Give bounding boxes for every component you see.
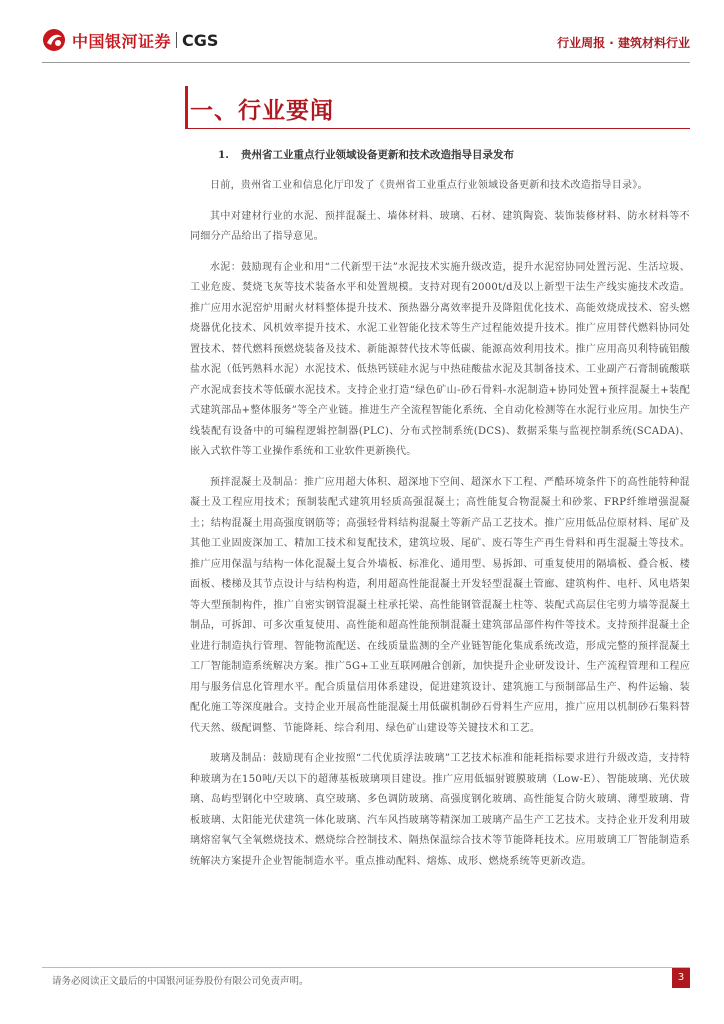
page-number: 3 [672,968,690,988]
section-accent-bar [185,86,188,128]
header-divider [42,62,690,63]
logo-divider [176,32,177,48]
logo-chinese-name: 中国银河证券 [72,31,172,51]
footer-disclaimer: 请务必阅读正文最后的中国银河证券股份有限公司免责声明。 [52,976,309,987]
article-title: 贵州省工业重点行业领域设备更新和技术改造指导目录发布 [240,149,514,161]
article-body [190,147,690,882]
section-divider [185,128,690,129]
paragraph: 其中对建材行业的水泥、预拌混凝土、墙体材料、玻璃、石材、建筑陶瓷、装饰装修材料、防水材料等不同细分产品给出了指导意见。 [190,210,690,242]
logo-emblem-icon [42,28,66,52]
logo-english-name: CGS [182,30,219,50]
paragraph: 玻璃及制品：鼓励现有企业按照“二代优质浮法玻璃”工艺技术标准和能耗指标要求进行升级改造，支持特种玻璃为在150吨/天以下的超薄基板玻璃项目建设。推广应用低辐射镀膜玻璃（Low-E）、智能玻璃、光伏玻璃、岛屿型钢化中空玻璃、真空玻璃、多色调防玻璃、高强度钢化玻璃、高性能复合防火玻璃、薄型玻璃、背板玻璃、太阳能光伏建筑一体化玻璃、汽车风挡玻璃等精深加工玻璃产品生产工艺技术。支持企业开发利用玻璃熔窑氧气全氧燃烧技术、燃烧综合控制技术、隔热保温综合技术等节能降耗技术。应用玻璃工厂智能制造系统解决方案提升企业智能制造水平。重点推动配料、熔炼、成形、燃烧系统等更新改造。 [190,753,690,867]
page-header [0,0,724,70]
article-heading [190,147,690,162]
footer-divider [42,967,690,968]
section-title: 一、行业要闻 [190,97,334,124]
paragraph: 水泥：鼓励现有企业和用“二代新型干法”水泥技术实施升级改造，提升水泥窑协同处置污泥、生活垃圾、工业危废、焚烧飞灰等技术装备水平和处置规模。支持对现有2000t/d及以上新型干法生产线实施技术改造。推广应用水泥窑炉用耐火材料整体提升技术、预热器分离效率提升及降阻优化技术、高能效烧成技术、窑头燃烧器优化技术、风机效率提升技术、水泥工业智能化技术等生产过程能效提升技术。推广应用替代燃料协同处置技术、替代燃料预燃烧装备及技术、新能源替代技术等低碳、能源高效利用技术。推广应用高贝利特硫铝酸盐水泥（低钙熟料水泥）水泥技术、低热钙镁硅水泥与中热硅酸盐水泥及其制备技术、工业副产石膏制硫酸联产水泥成套技术等低碳水泥技术。支持企业打造“绿色矿山-砂石骨料-水泥制造+协同处置+预拌混凝土+装配式建筑部品+整体服务”等全产业链。推进生产全流程智能化系统、全自动化检测等在水泥行业应用。加快生产线装配有设备中的可编程逻辑控制器(PLC)、分布式控制系统(DCS)、数据采集与监视控制系统(SCADA)、嵌入式软件等工业操作系统和工业软件更新换代。 [190,261,690,457]
report-type-label: 行业周报 · 建筑材料行业 [557,36,690,50]
company-logo [42,28,218,52]
article-number: 1. [218,149,229,161]
paragraph: 预拌混凝土及制品：推广应用超大体积、超深地下空间、超深水下工程、严酷环境条件下的高性能特种混凝土及工程应用技术；预制装配式建筑用轻质高强混凝土；高性能复合物混凝土和砂浆、FRP纤维增强混凝土；结构混凝土用高强度钢筋等；高强轻骨料结构混凝土等新产品工艺技术。推广应用低品位原材料、尾矿及其他工业固废深加工、精加工技术和复配技术，建筑垃圾、尾矿、废石等生产再生骨料和再生混凝土等技术。推广应用保温与结构一体化混凝土复合外墙板、标准化、通用型、易拆卸、可重复使用的隔墙板、叠合板、楼面板、楼梯及其节点设计与结构构造，利用超高性能混凝土开发轻型混凝土管廊、建筑构件、电杆、风电塔架等大型预制构件，推广自密实钢管混凝土柱承托梁、高性能钢管混凝土柱等、装配式高层住宅剪力墙等混凝土制品，可拆卸、可多次重复使用、高性能和超高性能预制混凝土建筑部品部件构件等技术。支持预拌混凝土企业进行制造执行管理、智能物流配送、在线质量监测的全产业链智能化集成系统改造，形成完整的预拌混凝土工厂智能制造系统解决方案。推广5G+工业互联网融合创新，加快提升企业研发设计、生产流程管理和工程应用与服务信息化管理水平。配合质量信用体系建设，促进建筑设计、建筑施工与预制部品生产、构件运输、装配化施工等深度融合。支持企业开展高性能混凝土用低碳机制砂石骨料生产应用，推广应用以机制砂石集料替代天然、级配调整、节能降耗、综合利用、绿色矿山建设等关键技术和工艺。 [190,476,690,734]
paragraph: 日前，贵州省工业和信息化厅印发了《贵州省工业重点行业领域设备更新和技术改造指导目录》。 [210,180,648,191]
